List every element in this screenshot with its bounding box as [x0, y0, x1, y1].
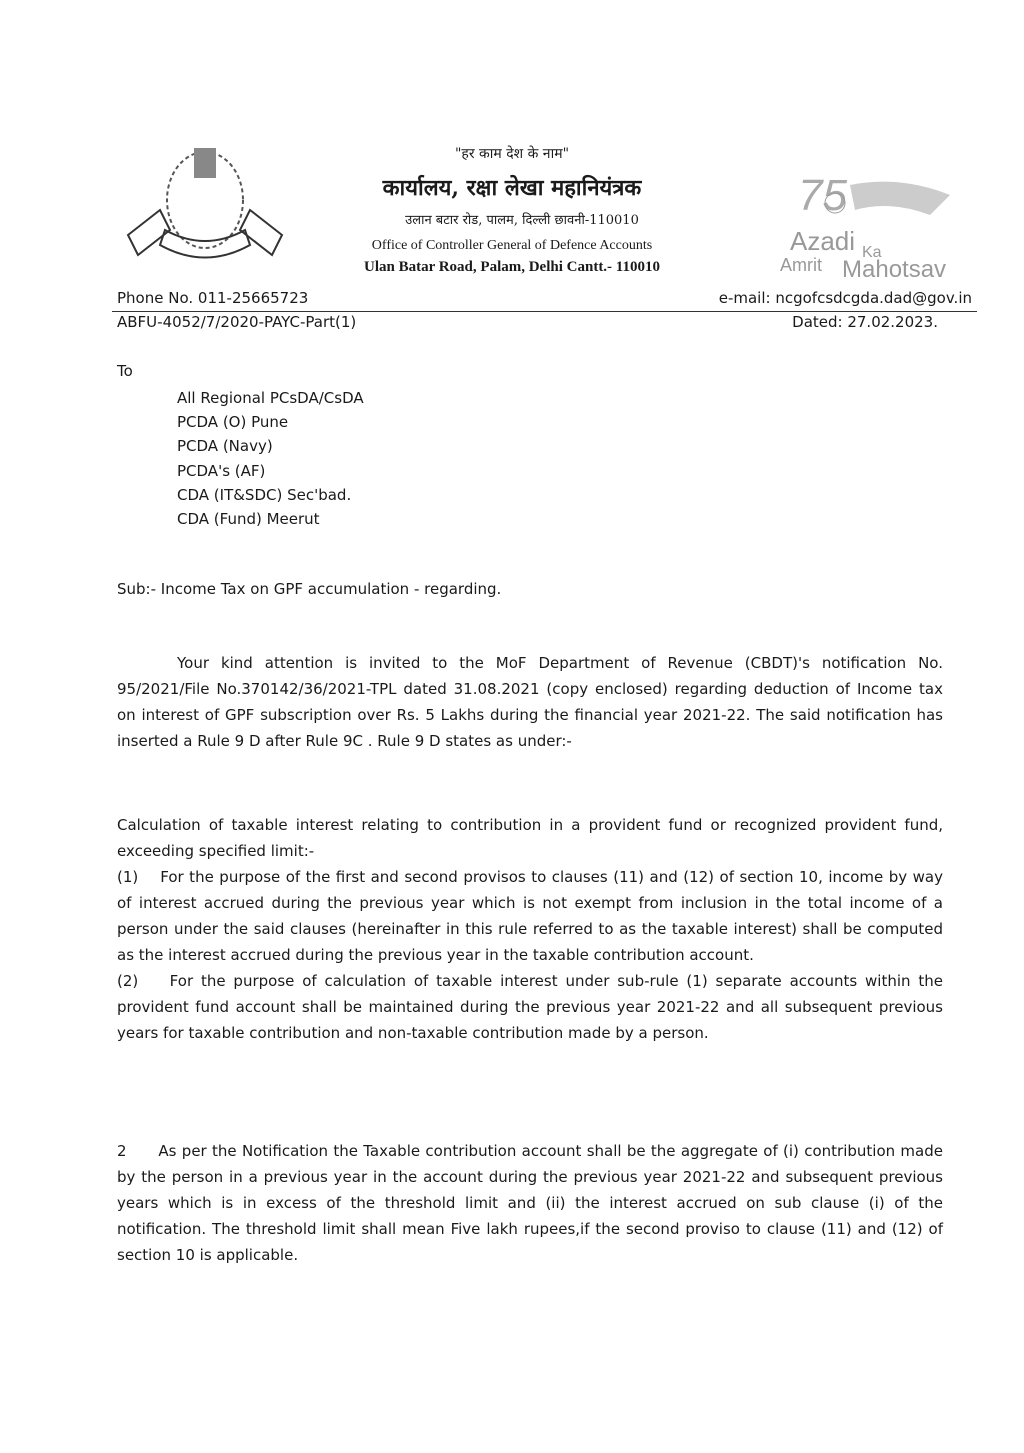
svg-text:Ka: Ka [862, 244, 882, 261]
rule-heading: Calculation of taxable interest relating to contribution in a provident fund or recognized provident fund, exceeding specified limit:- [117, 816, 943, 860]
reference-number: ABFU-4052/7/2020-PAYC-Part(1) [117, 313, 357, 331]
rule-subclause-2 [117, 968, 943, 1046]
paragraph-1: Your kind attention is invited to the MoF Department of Revenue (CBDT)'s notification No. 95/2021/File No.370142/36/2021-TPL dated 31.08.2021 (copy enclosed) regarding deduction of Income tax on interest of GPF subscription over Rs. 5 Lakhs during the financial year 2021-22. The said notification has inserted a Rule 9 D after Rule 9C . Rule 9 D states as under:- [117, 654, 943, 750]
to-label: To [117, 362, 133, 380]
paragraph-number: 2 [117, 1142, 127, 1160]
office-title-english: Office of Controller General of Defence Accounts [371, 238, 653, 253]
slogan: "हर काम देश के नाम" [454, 146, 570, 162]
phone-number: Phone No. 011-25665723 [117, 289, 309, 307]
addressee: CDA (Fund) Meerut [177, 510, 320, 529]
addressee: PCDA (O) Pune [177, 413, 289, 432]
subclause-number: (1) [117, 868, 139, 886]
subclause-text: For the purpose of calculation of taxable interest under sub-rule (1) separate accounts within the provident fund account shall be maintained during the previous year 2021-22 and all subsequent previous years for taxable contribution and non-taxable contribution made by a person. [117, 972, 943, 1042]
paragraph-2 [117, 1138, 943, 1268]
addressee: PCDA's (AF) [177, 461, 266, 480]
rule-subclause-1 [117, 864, 943, 968]
header-divider [112, 311, 977, 312]
paragraph-text: As per the Notification the Taxable contribution account shall be the aggregate of (i) contribution made by the person in a previous year in the account during the previous year 2021-22 and subsequent previous years which is in excess of the threshold limit and (ii) the interest accrued on sub clause (i) of the notification. The threshold limit shall mean Five lakh rupees,if the second proviso to clause (11) and (12) of section 10 is applicable. [117, 1142, 943, 1264]
subject-line: Sub:- Income Tax on GPF accumulation - regarding. [117, 580, 502, 598]
address-hindi: उलान बटार रोड, पालम, दिल्ली छावनी-110010 [405, 213, 639, 228]
address-english: Ulan Batar Road, Palam, Delhi Cantt.- 110010 [364, 259, 660, 275]
date: Dated: 27.02.2023. [792, 313, 938, 331]
addressee: PCDA (Navy) [177, 437, 273, 456]
addressee: All Regional PCsDA/CsDA [177, 389, 364, 407]
svg-text:Mahotsav: Mahotsav [842, 256, 947, 283]
rule-9d-text [117, 812, 943, 1046]
subclause-text: For the purpose of the first and second provisos to clauses (11) and (12) of section 10, income by way of interest accrued during the previous year which is not exempt from inclusion in the total income of a person under the said clauses (hereinafter in this rule referred to as the taxable interest) shall be computed as the interest accrued during the previous year in the taxable contribution account. [117, 868, 944, 964]
office-title-hindi: कार्यालय, रक्षा लेखा महानियंत्रक [382, 175, 642, 201]
addressee-list [177, 386, 364, 531]
svg-text:Azadi: Azadi [790, 226, 856, 256]
svg-text:Amrit: Amrit [780, 255, 822, 275]
svg-text:75: 75 [798, 171, 847, 220]
email-address: e-mail: ncgofcsdcgda.dad@gov.in [718, 289, 972, 307]
subclause-number: (2) [117, 972, 139, 990]
addressee: CDA (IT&SDC) Sec'bad. [177, 485, 352, 504]
